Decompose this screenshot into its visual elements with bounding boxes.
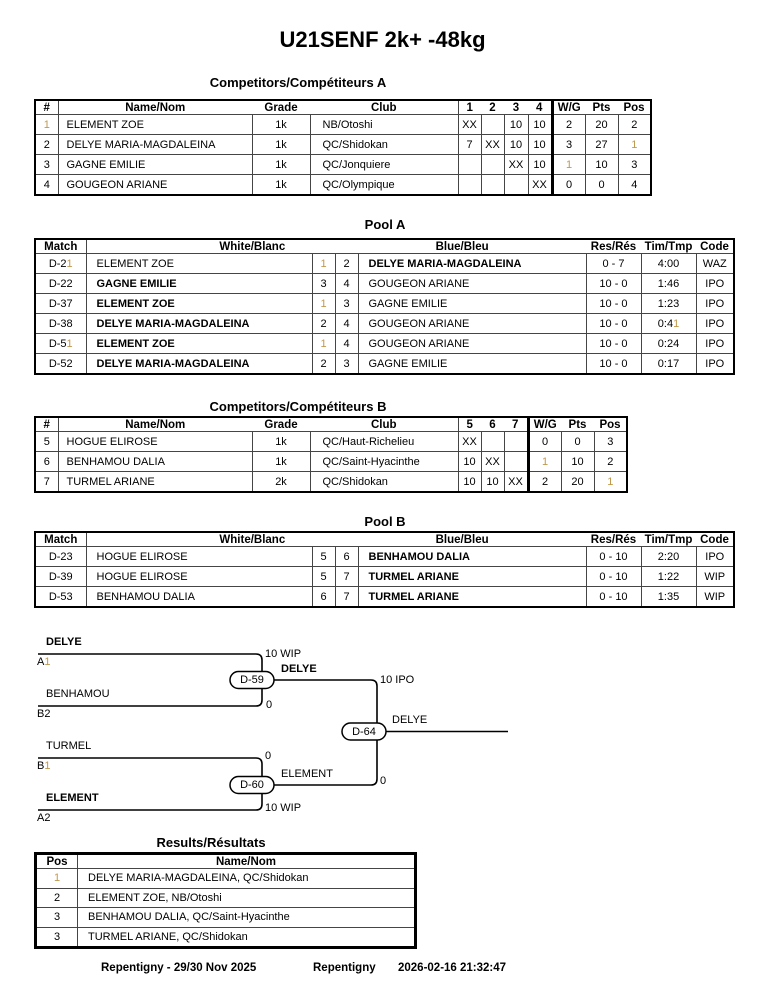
- blue-name-cell: GOUGEON ARIANE: [358, 274, 586, 294]
- white-num-cell: 1: [312, 254, 335, 274]
- tim-cell: 0:24: [641, 334, 696, 354]
- white-num-cell: 1: [312, 334, 335, 354]
- col-name: Name/Nom: [58, 417, 252, 432]
- res-cell: 10 - 0: [586, 334, 641, 354]
- winner-label-d60: ELEMENT: [281, 768, 333, 780]
- bracket-line-seed1: [38, 654, 262, 680]
- white-name-cell: DELYE MARIA-MAGDALEINA: [86, 314, 312, 334]
- grid-cell: XX: [481, 135, 504, 155]
- pts-cell: 0: [561, 432, 594, 452]
- table-header-row: [35, 100, 651, 115]
- grade-cell: 1k: [252, 135, 310, 155]
- col-pos: Pos: [594, 417, 627, 432]
- grid-cell: XX: [504, 155, 528, 175]
- match-id-label-d64: D-64: [352, 725, 376, 738]
- res-cell: 0 - 7: [586, 254, 641, 274]
- col-res: Res/Rés: [586, 239, 641, 254]
- table-row: [35, 452, 627, 472]
- wg-cell: 2: [552, 115, 585, 135]
- white-num-cell: 2: [312, 314, 335, 334]
- club-cell: QC/Jonquiere: [310, 155, 458, 175]
- match-cell: D-53: [35, 587, 86, 608]
- name-cell: ELEMENT ZOE, NB/Otoshi: [78, 888, 416, 908]
- pos-cell: 2: [618, 115, 651, 135]
- white-name-cell: ELEMENT ZOE: [86, 294, 312, 314]
- grid-cell: [481, 432, 504, 452]
- table-row: [35, 254, 734, 274]
- blue-num-cell: 3: [335, 354, 358, 375]
- table-row: [35, 472, 627, 493]
- blue-num-cell: 7: [335, 567, 358, 587]
- blue-name-cell: GAGNE EMILIE: [358, 354, 586, 375]
- wg-cell: 0: [552, 175, 585, 196]
- grid-cell: XX: [481, 452, 504, 472]
- name-cell: TURMEL ARIANE, QC/Shidokan: [78, 927, 416, 948]
- club-cell: QC/Olympique: [310, 175, 458, 196]
- grid-cell: 10: [458, 452, 481, 472]
- col-wg: W/G: [552, 100, 585, 115]
- grid-cell: [504, 452, 528, 472]
- table-row: [35, 175, 651, 196]
- score-label-d60-bottom: 10 WIP: [265, 802, 302, 814]
- white-name-cell: HOGUE ELIROSE: [86, 567, 312, 587]
- table-row: [35, 432, 627, 452]
- col-res: Res/Rés: [586, 532, 641, 547]
- blue-name-cell: DELYE MARIA-MAGDALEINA: [358, 254, 586, 274]
- tim-cell: 1:22: [641, 567, 696, 587]
- table-row: [35, 314, 734, 334]
- seed-name-label: ELEMENT: [46, 792, 99, 804]
- table-header-row: [35, 239, 734, 254]
- col-name: Name/Nom: [78, 854, 416, 869]
- name-cell: BENHAMOU DALIA: [58, 452, 252, 472]
- col-num: #: [35, 417, 58, 432]
- match-cell: D-39: [35, 567, 86, 587]
- seed-tag-label: B1: [37, 760, 51, 772]
- seed-name-label: BENHAMOU: [46, 688, 110, 700]
- col-opp-6: 6: [481, 417, 504, 432]
- seed-tag-label: A2: [37, 812, 51, 824]
- section-title-pool-a: Pool A: [364, 217, 406, 232]
- num-cell: 3: [35, 155, 58, 175]
- code-cell: IPO: [696, 354, 734, 375]
- num-cell: 7: [35, 472, 58, 493]
- name-cell: DELYE MARIA-MAGDALEINA, QC/Shidokan: [78, 869, 416, 889]
- col-code: Code: [696, 239, 734, 254]
- col-num: #: [35, 100, 58, 115]
- blue-name-cell: BENHAMOU DALIA: [358, 547, 586, 567]
- seed-name-label: TURMEL: [46, 740, 92, 752]
- grid-cell: XX: [458, 432, 481, 452]
- num-cell: 5: [35, 432, 58, 452]
- blue-num-cell: 4: [335, 314, 358, 334]
- pos-cell: 2: [594, 452, 627, 472]
- wg-cell: 0: [528, 432, 561, 452]
- section-title-pool-b: Pool B: [364, 514, 406, 529]
- col-white-blue: [86, 239, 586, 254]
- white-name-cell: HOGUE ELIROSE: [86, 547, 312, 567]
- match-cell: D-22: [35, 274, 86, 294]
- grade-cell: 1k: [252, 115, 310, 135]
- footer-venue: Repentigny: [313, 962, 376, 974]
- blue-num-cell: 7: [335, 587, 358, 608]
- match-cell: D-51: [35, 334, 86, 354]
- blue-name-cell: GOUGEON ARIANE: [358, 314, 586, 334]
- pts-cell: 10: [585, 155, 618, 175]
- section-title-competitors-b: Competitors/Compétiteurs B: [209, 399, 387, 414]
- code-cell: IPO: [696, 547, 734, 567]
- code-cell: IPO: [696, 274, 734, 294]
- pos-cell: 1: [36, 869, 78, 889]
- white-name-cell: ELEMENT ZOE: [86, 334, 312, 354]
- blue-num-cell: 4: [335, 334, 358, 354]
- pos-cell: 3: [594, 432, 627, 452]
- col-tim: Tim/Tmp: [641, 239, 696, 254]
- section-title-competitors-a: Competitors/Compétiteurs A: [209, 75, 387, 90]
- num-cell: 2: [35, 135, 58, 155]
- club-cell: QC/Saint-Hyacinthe: [310, 452, 458, 472]
- white-name-cell: BENHAMOU DALIA: [86, 587, 312, 608]
- club-cell: NB/Otoshi: [310, 115, 458, 135]
- seed-tag-label: B2: [37, 708, 51, 720]
- col-grade: Grade: [252, 417, 310, 432]
- grid-cell: 10: [504, 115, 528, 135]
- col-match: Match: [35, 239, 86, 254]
- tim-cell: 0:17: [641, 354, 696, 375]
- results-table: [34, 852, 417, 949]
- wg-cell: 1: [552, 155, 585, 175]
- pos-cell: 1: [594, 472, 627, 493]
- tim-cell: 1:46: [641, 274, 696, 294]
- blue-num-cell: 6: [335, 547, 358, 567]
- grade-cell: 1k: [252, 175, 310, 196]
- pool-b-table: [34, 531, 735, 608]
- grid-cell: [504, 432, 528, 452]
- pos-cell: 4: [618, 175, 651, 196]
- table-row: [35, 135, 651, 155]
- pos-cell: 2: [36, 888, 78, 908]
- table-row: [35, 547, 734, 567]
- col-blue: Blue/Bleu: [435, 240, 489, 253]
- pts-cell: 20: [561, 472, 594, 493]
- blue-num-cell: 3: [335, 294, 358, 314]
- table-row: [35, 567, 734, 587]
- blue-name-cell: TURMEL ARIANE: [358, 567, 586, 587]
- pos-cell: 3: [618, 155, 651, 175]
- col-opp-2: 2: [481, 100, 504, 115]
- club-cell: QC/Shidokan: [310, 135, 458, 155]
- num-cell: 6: [35, 452, 58, 472]
- competitors-b-table: [34, 416, 628, 493]
- grid-cell: XX: [458, 115, 481, 135]
- table-row: [36, 908, 416, 928]
- grid-cell: [481, 115, 504, 135]
- grid-cell: 7: [458, 135, 481, 155]
- tim-cell: 0:41: [641, 314, 696, 334]
- white-num-cell: 3: [312, 274, 335, 294]
- white-num-cell: 1: [312, 294, 335, 314]
- grid-cell: 10: [481, 472, 504, 493]
- competitors-a-table: [34, 99, 652, 196]
- white-name-cell: ELEMENT ZOE: [86, 254, 312, 274]
- res-cell: 10 - 0: [586, 314, 641, 334]
- col-pts: Pts: [561, 417, 594, 432]
- grid-cell: [458, 175, 481, 196]
- blue-name-cell: GAGNE EMILIE: [358, 294, 586, 314]
- col-pos: Pos: [618, 100, 651, 115]
- match-id-label-d60: D-60: [240, 779, 264, 791]
- grid-cell: 10: [528, 155, 552, 175]
- wg-cell: 3: [552, 135, 585, 155]
- col-club: Club: [310, 100, 458, 115]
- res-cell: 10 - 0: [586, 294, 641, 314]
- tim-cell: 2:20: [641, 547, 696, 567]
- res-cell: 0 - 10: [586, 567, 641, 587]
- seed-tag-label: A1: [37, 656, 51, 668]
- table-row: [35, 155, 651, 175]
- grid-cell: [481, 155, 504, 175]
- grid-cell: 10: [528, 115, 552, 135]
- table-row: [35, 587, 734, 608]
- match-id-label-d59: D-59: [240, 674, 264, 686]
- name-cell: GAGNE EMILIE: [58, 155, 252, 175]
- res-cell: 0 - 10: [586, 547, 641, 567]
- grid-cell: XX: [504, 472, 528, 493]
- code-cell: WIP: [696, 567, 734, 587]
- table-row: [36, 888, 416, 908]
- col-pts: Pts: [585, 100, 618, 115]
- grade-cell: 1k: [252, 432, 310, 452]
- match-cell: D-52: [35, 354, 86, 375]
- col-code: Code: [696, 532, 734, 547]
- footer-printed-time: 2026-02-16 21:32:47: [398, 962, 507, 974]
- code-cell: IPO: [696, 294, 734, 314]
- col-club: Club: [310, 417, 458, 432]
- blue-num-cell: 2: [335, 254, 358, 274]
- pts-cell: 10: [561, 452, 594, 472]
- section-title-results: Results/Résultats: [156, 835, 266, 850]
- name-cell: BENHAMOU DALIA, QC/Saint-Hyacinthe: [78, 908, 416, 928]
- res-cell: 10 - 0: [586, 274, 641, 294]
- white-num-cell: 5: [312, 547, 335, 567]
- col-white: White/Blanc: [219, 240, 286, 253]
- col-blue: Blue/Bleu: [435, 533, 489, 546]
- bracket-line-seed3: [38, 758, 262, 785]
- score-label-d64-top: 10 IPO: [380, 674, 415, 686]
- winner-label-d59: DELYE: [281, 663, 317, 675]
- code-cell: IPO: [696, 334, 734, 354]
- match-cell: D-23: [35, 547, 86, 567]
- tim-cell: 1:23: [641, 294, 696, 314]
- pts-cell: 0: [585, 175, 618, 196]
- wg-cell: 2: [528, 472, 561, 493]
- col-opp-4: 4: [528, 100, 552, 115]
- pts-cell: 27: [585, 135, 618, 155]
- grid-cell: [481, 175, 504, 196]
- footer-event: Repentigny - 29/30 Nov 2025: [101, 962, 257, 974]
- code-cell: IPO: [696, 314, 734, 334]
- white-num-cell: 5: [312, 567, 335, 587]
- num-cell: 1: [35, 115, 58, 135]
- wg-cell: 1: [528, 452, 561, 472]
- table-header-row: [35, 417, 627, 432]
- grid-cell: [504, 175, 528, 196]
- col-white: White/Blanc: [219, 533, 286, 546]
- col-name: Name/Nom: [58, 100, 252, 115]
- table-header-row: [35, 532, 734, 547]
- name-cell: GOUGEON ARIANE: [58, 175, 252, 196]
- pool-a-table: [34, 238, 735, 375]
- col-opp-3: 3: [504, 100, 528, 115]
- table-row: [35, 354, 734, 375]
- grid-cell: XX: [528, 175, 552, 196]
- table-row: [35, 294, 734, 314]
- white-num-cell: 6: [312, 587, 335, 608]
- score-label-d59-bottom: 0: [266, 699, 273, 711]
- name-cell: ELEMENT ZOE: [58, 115, 252, 135]
- score-label-d59-top: 10 WIP: [265, 648, 302, 660]
- col-wg: W/G: [528, 417, 561, 432]
- match-cell: D-21: [35, 254, 86, 274]
- table-row: [36, 927, 416, 948]
- tim-cell: 1:35: [641, 587, 696, 608]
- blue-name-cell: TURMEL ARIANE: [358, 587, 586, 608]
- pos-cell: 3: [36, 908, 78, 928]
- seed-name-label: DELYE: [46, 636, 82, 648]
- pos-cell: 3: [36, 927, 78, 948]
- col-white-blue: [86, 532, 586, 547]
- white-name-cell: DELYE MARIA-MAGDALEINA: [86, 354, 312, 375]
- code-cell: WIP: [696, 587, 734, 608]
- pts-cell: 20: [585, 115, 618, 135]
- col-opp-1: 1: [458, 100, 481, 115]
- winner-label-final: DELYE: [392, 714, 428, 726]
- num-cell: 4: [35, 175, 58, 196]
- tim-cell: 4:00: [641, 254, 696, 274]
- pos-cell: 1: [618, 135, 651, 155]
- col-match: Match: [35, 532, 86, 547]
- blue-num-cell: 4: [335, 274, 358, 294]
- page-title: U21SENF 2k+ -48kg: [279, 27, 486, 52]
- col-tim: Tim/Tmp: [641, 532, 696, 547]
- res-cell: 10 - 0: [586, 354, 641, 375]
- white-name-cell: GAGNE EMILIE: [86, 274, 312, 294]
- grid-cell: [458, 155, 481, 175]
- match-cell: D-37: [35, 294, 86, 314]
- grid-cell: 10: [458, 472, 481, 493]
- grade-cell: 1k: [252, 155, 310, 175]
- col-grade: Grade: [252, 100, 310, 115]
- res-cell: 0 - 10: [586, 587, 641, 608]
- name-cell: DELYE MARIA-MAGDALEINA: [58, 135, 252, 155]
- grade-cell: 2k: [252, 472, 310, 493]
- col-pos: Pos: [36, 854, 78, 869]
- blue-name-cell: GOUGEON ARIANE: [358, 334, 586, 354]
- grid-cell: 10: [504, 135, 528, 155]
- code-cell: WAZ: [696, 254, 734, 274]
- grade-cell: 1k: [252, 452, 310, 472]
- score-label-d60-top: 0: [265, 750, 272, 762]
- col-opp-5: 5: [458, 417, 481, 432]
- club-cell: QC/Haut-Richelieu: [310, 432, 458, 452]
- table-row: [35, 334, 734, 354]
- white-num-cell: 2: [312, 354, 335, 375]
- grid-cell: 10: [528, 135, 552, 155]
- name-cell: HOGUE ELIROSE: [58, 432, 252, 452]
- table-header-row: [36, 854, 416, 869]
- table-row: [35, 115, 651, 135]
- name-cell: TURMEL ARIANE: [58, 472, 252, 493]
- table-row: [35, 274, 734, 294]
- match-cell: D-38: [35, 314, 86, 334]
- col-opp-7: 7: [504, 417, 528, 432]
- table-row: [36, 869, 416, 889]
- club-cell: QC/Shidokan: [310, 472, 458, 493]
- score-label-d64-bottom: 0: [380, 775, 387, 787]
